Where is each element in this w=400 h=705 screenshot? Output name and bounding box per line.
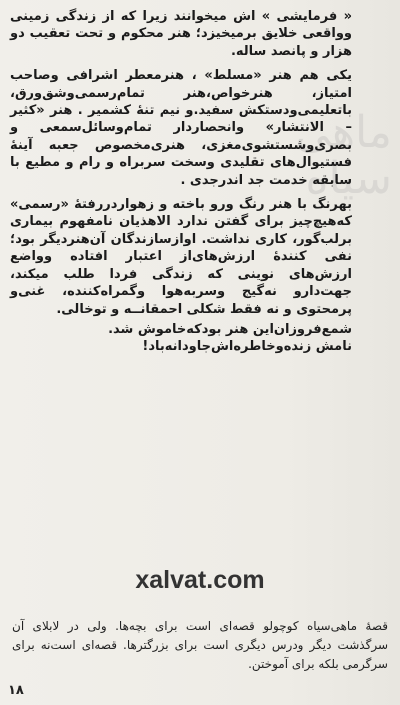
show-through-shadow: ماهی سیاه (295, 110, 392, 200)
paragraph-1: « فرمایشی » اش میخوانند زیرا که از زندگی زمینی وواقعی خلایق برمیخیزد؛ هنر محکوم و تحت تعقیب دو هزار و پانصد ساله. (10, 9, 352, 59)
image-caption: قصهٔ ماهی‌سیاه کوچولو قصه‌ای است برای بچه‌ها. ولی در لابلای آن سرگذشت دیگر ودرس دیگری است برای بزرگترها. قصه‌ای است‌نه برای سرگرمی بلکه برای آموختن. (12, 619, 388, 671)
paragraph-2: یکی هم هنر «مسلط» ، هنرمعطر اشرافی وصاحب امتیاز، هنرخواص،هنر تمام‌رسمی‌وشق‌ورق، باتعلیمی‌ودستکش سفید.و نیم تنهٔ کشمیر . هنر «کثیر – الانتشار» وانحصاردار تمام‌وسائل‌سمعی و بصری‌وشستشوی‌مغزی، هنری‌مخصوص جعبه آینهٔ فستیوال‌های تقلیدی وسخت سربراه و رام و مطیع با سابقه خدمت جد اندرجدی . (10, 68, 352, 188)
paragraph-4: شمع‌فروزان‌این هنر بود‌که‌خاموش شد. (108, 321, 352, 337)
article-column (10, 8, 352, 356)
page-number: ۱۸ (8, 683, 24, 698)
site-watermark: xalvat.com (135, 566, 265, 594)
paragraph-3: بهرنگ با هنر رنگ ورو باخته و زهواردررفتهٔ «رسمی» که‌هیچ‌چیز برای گفتن ندارد الاهذیان نامفهوم بیماری برلب‌گور، کاری نداشت. اوازسازندگان آن‌هنر‌دیگر بود؛ نفی کنندهٔ ارزش‌های‌از اعتبار افتاده وواضع ارزش‌های نوینی که زندگی فردا طلب میکند، جهت‌دارو نه‌گیج وسربه‌هوا وگمراه‌کننده، غنی‌و پرمحتوی و نه فقط شکلی احمقانــه و توخالی. (10, 197, 352, 317)
closing-line: نامش زنده‌وخاطره‌اش‌جاودانه‌باد! (142, 339, 352, 355)
